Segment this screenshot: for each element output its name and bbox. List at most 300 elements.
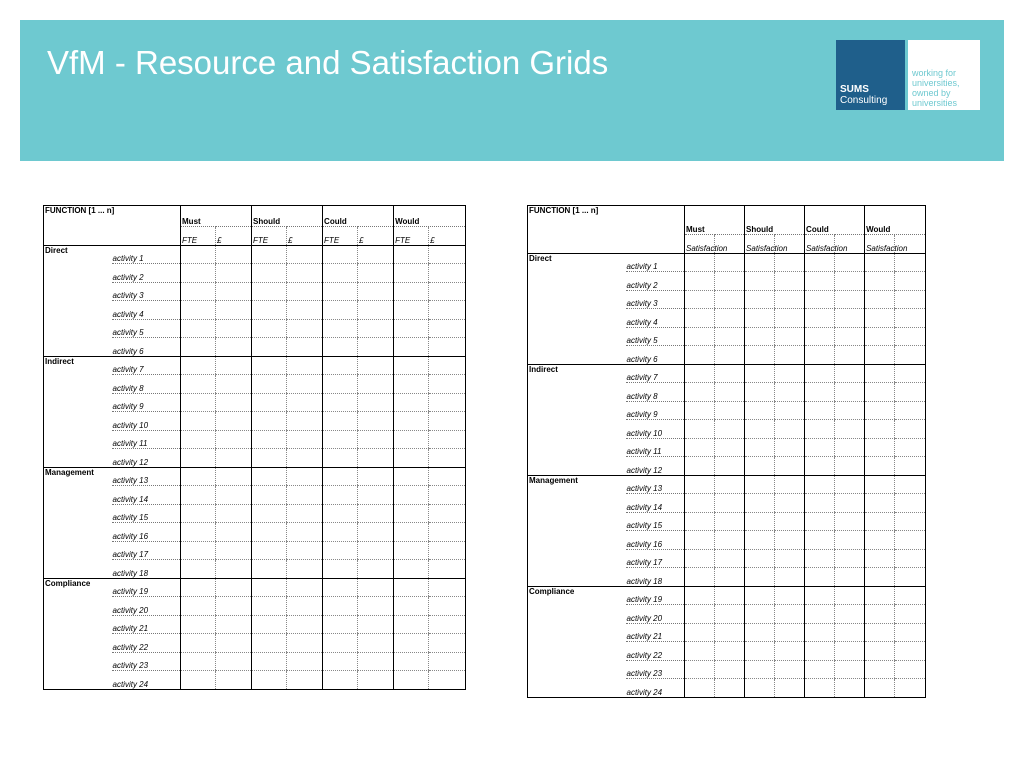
- grid-cell[interactable]: [394, 319, 429, 338]
- grid-cell[interactable]: [865, 660, 895, 679]
- grid-cell[interactable]: [685, 309, 715, 328]
- grid-cell[interactable]: [805, 531, 835, 550]
- grid-cell[interactable]: [287, 615, 323, 634]
- grid-cell[interactable]: [323, 338, 358, 357]
- grid-cell[interactable]: [745, 327, 775, 346]
- grid-cell[interactable]: [895, 475, 926, 494]
- grid-cell[interactable]: [805, 438, 835, 457]
- grid-cell[interactable]: [805, 605, 835, 624]
- grid-cell[interactable]: [358, 412, 394, 431]
- grid-cell[interactable]: [805, 586, 835, 605]
- grid-cell[interactable]: [835, 383, 865, 402]
- grid-cell[interactable]: [865, 531, 895, 550]
- grid-cell[interactable]: [805, 364, 835, 383]
- grid-cell[interactable]: [745, 586, 775, 605]
- grid-cell[interactable]: [394, 264, 429, 283]
- grid-cell[interactable]: [715, 253, 745, 272]
- grid-cell[interactable]: [181, 523, 216, 542]
- grid-cell[interactable]: [216, 282, 252, 301]
- grid-cell[interactable]: [745, 420, 775, 439]
- grid-cell[interactable]: [715, 401, 745, 420]
- grid-cell[interactable]: [775, 309, 805, 328]
- grid-cell[interactable]: [745, 605, 775, 624]
- grid-cell[interactable]: [323, 375, 358, 394]
- grid-cell[interactable]: [394, 504, 429, 523]
- grid-cell[interactable]: [745, 512, 775, 531]
- grid-cell[interactable]: [715, 272, 745, 291]
- grid-cell[interactable]: [358, 467, 394, 486]
- grid-cell[interactable]: [323, 245, 358, 264]
- grid-cell[interactable]: [287, 504, 323, 523]
- grid-cell[interactable]: [216, 467, 252, 486]
- grid-cell[interactable]: [835, 438, 865, 457]
- grid-cell[interactable]: [394, 560, 429, 579]
- grid-cell[interactable]: [775, 401, 805, 420]
- grid-cell[interactable]: [181, 282, 216, 301]
- grid-cell[interactable]: [216, 560, 252, 579]
- grid-cell[interactable]: [805, 290, 835, 309]
- grid-cell[interactable]: [865, 327, 895, 346]
- grid-cell[interactable]: [181, 597, 216, 616]
- grid-cell[interactable]: [775, 605, 805, 624]
- grid-cell[interactable]: [865, 512, 895, 531]
- grid-cell[interactable]: [429, 301, 466, 320]
- grid-cell[interactable]: [429, 467, 466, 486]
- grid-cell[interactable]: [429, 597, 466, 616]
- grid-cell[interactable]: [358, 523, 394, 542]
- grid-cell[interactable]: [181, 504, 216, 523]
- grid-cell[interactable]: [835, 512, 865, 531]
- grid-cell[interactable]: [358, 356, 394, 375]
- grid-cell[interactable]: [252, 301, 287, 320]
- grid-cell[interactable]: [216, 541, 252, 560]
- grid-cell[interactable]: [865, 586, 895, 605]
- grid-cell[interactable]: [216, 597, 252, 616]
- grid-cell[interactable]: [715, 309, 745, 328]
- grid-cell[interactable]: [835, 309, 865, 328]
- grid-cell[interactable]: [685, 383, 715, 402]
- grid-cell[interactable]: [775, 679, 805, 698]
- grid-cell[interactable]: [394, 652, 429, 671]
- grid-cell[interactable]: [775, 531, 805, 550]
- grid-cell[interactable]: [287, 319, 323, 338]
- grid-cell[interactable]: [358, 504, 394, 523]
- grid-cell[interactable]: [252, 671, 287, 690]
- grid-cell[interactable]: [685, 605, 715, 624]
- grid-cell[interactable]: [394, 578, 429, 597]
- grid-cell[interactable]: [358, 449, 394, 468]
- grid-cell[interactable]: [252, 578, 287, 597]
- grid-cell[interactable]: [835, 457, 865, 476]
- grid-cell[interactable]: [252, 245, 287, 264]
- grid-cell[interactable]: [358, 301, 394, 320]
- grid-cell[interactable]: [685, 660, 715, 679]
- grid-cell[interactable]: [745, 623, 775, 642]
- grid-cell[interactable]: [323, 430, 358, 449]
- grid-cell[interactable]: [745, 679, 775, 698]
- grid-cell[interactable]: [287, 449, 323, 468]
- grid-cell[interactable]: [287, 634, 323, 653]
- grid-cell[interactable]: [252, 560, 287, 579]
- grid-cell[interactable]: [895, 420, 926, 439]
- grid-cell[interactable]: [287, 671, 323, 690]
- grid-cell[interactable]: [865, 401, 895, 420]
- grid-cell[interactable]: [715, 420, 745, 439]
- grid-cell[interactable]: [323, 523, 358, 542]
- grid-cell[interactable]: [865, 494, 895, 513]
- grid-cell[interactable]: [252, 523, 287, 542]
- grid-cell[interactable]: [715, 568, 745, 587]
- grid-cell[interactable]: [835, 475, 865, 494]
- grid-cell[interactable]: [775, 642, 805, 661]
- grid-cell[interactable]: [775, 623, 805, 642]
- grid-cell[interactable]: [805, 327, 835, 346]
- grid-cell[interactable]: [181, 319, 216, 338]
- grid-cell[interactable]: [805, 494, 835, 513]
- grid-cell[interactable]: [252, 597, 287, 616]
- grid-cell[interactable]: [835, 420, 865, 439]
- grid-cell[interactable]: [835, 290, 865, 309]
- grid-cell[interactable]: [895, 309, 926, 328]
- grid-cell[interactable]: [685, 327, 715, 346]
- grid-cell[interactable]: [865, 346, 895, 365]
- grid-cell[interactable]: [216, 412, 252, 431]
- grid-cell[interactable]: [181, 634, 216, 653]
- grid-cell[interactable]: [715, 475, 745, 494]
- grid-cell[interactable]: [429, 486, 466, 505]
- grid-cell[interactable]: [216, 338, 252, 357]
- grid-cell[interactable]: [429, 541, 466, 560]
- grid-cell[interactable]: [805, 401, 835, 420]
- grid-cell[interactable]: [775, 272, 805, 291]
- grid-cell[interactable]: [805, 272, 835, 291]
- grid-cell[interactable]: [287, 523, 323, 542]
- grid-cell[interactable]: [745, 531, 775, 550]
- grid-cell[interactable]: [715, 679, 745, 698]
- grid-cell[interactable]: [287, 264, 323, 283]
- grid-cell[interactable]: [358, 541, 394, 560]
- grid-cell[interactable]: [775, 586, 805, 605]
- grid-cell[interactable]: [685, 586, 715, 605]
- grid-cell[interactable]: [394, 338, 429, 357]
- grid-cell[interactable]: [835, 660, 865, 679]
- grid-cell[interactable]: [895, 679, 926, 698]
- grid-cell[interactable]: [715, 346, 745, 365]
- grid-cell[interactable]: [895, 364, 926, 383]
- grid-cell[interactable]: [685, 272, 715, 291]
- grid-cell[interactable]: [252, 356, 287, 375]
- grid-cell[interactable]: [835, 642, 865, 661]
- grid-cell[interactable]: [287, 282, 323, 301]
- grid-cell[interactable]: [394, 375, 429, 394]
- grid-cell[interactable]: [715, 642, 745, 661]
- grid-cell[interactable]: [216, 245, 252, 264]
- grid-cell[interactable]: [323, 615, 358, 634]
- grid-cell[interactable]: [895, 531, 926, 550]
- grid-cell[interactable]: [323, 541, 358, 560]
- grid-cell[interactable]: [429, 430, 466, 449]
- grid-cell[interactable]: [685, 290, 715, 309]
- grid-cell[interactable]: [287, 412, 323, 431]
- grid-cell[interactable]: [775, 438, 805, 457]
- grid-cell[interactable]: [181, 560, 216, 579]
- grid-cell[interactable]: [745, 568, 775, 587]
- grid-cell[interactable]: [323, 282, 358, 301]
- grid-cell[interactable]: [323, 560, 358, 579]
- grid-cell[interactable]: [287, 375, 323, 394]
- grid-cell[interactable]: [865, 438, 895, 457]
- grid-cell[interactable]: [865, 290, 895, 309]
- grid-cell[interactable]: [685, 679, 715, 698]
- grid-cell[interactable]: [216, 615, 252, 634]
- grid-cell[interactable]: [323, 578, 358, 597]
- grid-cell[interactable]: [252, 264, 287, 283]
- grid-cell[interactable]: [715, 494, 745, 513]
- grid-cell[interactable]: [745, 346, 775, 365]
- grid-cell[interactable]: [358, 634, 394, 653]
- grid-cell[interactable]: [181, 449, 216, 468]
- grid-cell[interactable]: [895, 253, 926, 272]
- grid-cell[interactable]: [394, 412, 429, 431]
- grid-cell[interactable]: [181, 375, 216, 394]
- grid-cell[interactable]: [287, 245, 323, 264]
- grid-cell[interactable]: [865, 642, 895, 661]
- grid-cell[interactable]: [775, 475, 805, 494]
- grid-cell[interactable]: [216, 356, 252, 375]
- grid-cell[interactable]: [745, 660, 775, 679]
- grid-cell[interactable]: [429, 338, 466, 357]
- grid-cell[interactable]: [745, 272, 775, 291]
- grid-cell[interactable]: [775, 364, 805, 383]
- grid-cell[interactable]: [895, 494, 926, 513]
- grid-cell[interactable]: [181, 671, 216, 690]
- grid-cell[interactable]: [252, 652, 287, 671]
- grid-cell[interactable]: [394, 486, 429, 505]
- grid-cell[interactable]: [775, 420, 805, 439]
- grid-cell[interactable]: [835, 253, 865, 272]
- grid-cell[interactable]: [394, 671, 429, 690]
- grid-cell[interactable]: [685, 401, 715, 420]
- grid-cell[interactable]: [835, 494, 865, 513]
- grid-cell[interactable]: [252, 375, 287, 394]
- grid-cell[interactable]: [358, 597, 394, 616]
- grid-cell[interactable]: [745, 309, 775, 328]
- grid-cell[interactable]: [323, 486, 358, 505]
- grid-cell[interactable]: [835, 272, 865, 291]
- grid-cell[interactable]: [805, 309, 835, 328]
- grid-cell[interactable]: [429, 245, 466, 264]
- grid-cell[interactable]: [181, 301, 216, 320]
- grid-cell[interactable]: [216, 393, 252, 412]
- grid-cell[interactable]: [895, 512, 926, 531]
- grid-cell[interactable]: [429, 578, 466, 597]
- grid-cell[interactable]: [252, 338, 287, 357]
- grid-cell[interactable]: [323, 467, 358, 486]
- grid-cell[interactable]: [745, 438, 775, 457]
- grid-cell[interactable]: [216, 319, 252, 338]
- grid-cell[interactable]: [252, 504, 287, 523]
- grid-cell[interactable]: [323, 634, 358, 653]
- grid-cell[interactable]: [835, 531, 865, 550]
- grid-cell[interactable]: [216, 578, 252, 597]
- grid-cell[interactable]: [685, 420, 715, 439]
- grid-cell[interactable]: [745, 494, 775, 513]
- grid-cell[interactable]: [895, 383, 926, 402]
- grid-cell[interactable]: [775, 346, 805, 365]
- grid-cell[interactable]: [287, 467, 323, 486]
- grid-cell[interactable]: [895, 586, 926, 605]
- grid-cell[interactable]: [685, 457, 715, 476]
- grid-cell[interactable]: [429, 560, 466, 579]
- grid-cell[interactable]: [745, 253, 775, 272]
- grid-cell[interactable]: [745, 549, 775, 568]
- grid-cell[interactable]: [685, 642, 715, 661]
- grid-cell[interactable]: [895, 549, 926, 568]
- grid-cell[interactable]: [181, 338, 216, 357]
- grid-cell[interactable]: [895, 660, 926, 679]
- grid-cell[interactable]: [745, 475, 775, 494]
- grid-cell[interactable]: [429, 412, 466, 431]
- grid-cell[interactable]: [181, 412, 216, 431]
- grid-cell[interactable]: [252, 449, 287, 468]
- grid-cell[interactable]: [745, 642, 775, 661]
- grid-cell[interactable]: [775, 494, 805, 513]
- grid-cell[interactable]: [394, 634, 429, 653]
- grid-cell[interactable]: [685, 438, 715, 457]
- grid-cell[interactable]: [835, 401, 865, 420]
- grid-cell[interactable]: [358, 319, 394, 338]
- grid-cell[interactable]: [252, 615, 287, 634]
- grid-cell[interactable]: [323, 393, 358, 412]
- grid-cell[interactable]: [805, 475, 835, 494]
- grid-cell[interactable]: [835, 605, 865, 624]
- grid-cell[interactable]: [895, 346, 926, 365]
- grid-cell[interactable]: [216, 264, 252, 283]
- grid-cell[interactable]: [685, 512, 715, 531]
- grid-cell[interactable]: [685, 346, 715, 365]
- grid-cell[interactable]: [429, 523, 466, 542]
- grid-cell[interactable]: [323, 449, 358, 468]
- grid-cell[interactable]: [252, 393, 287, 412]
- grid-cell[interactable]: [181, 541, 216, 560]
- grid-cell[interactable]: [835, 549, 865, 568]
- grid-cell[interactable]: [323, 671, 358, 690]
- grid-cell[interactable]: [775, 290, 805, 309]
- grid-cell[interactable]: [865, 623, 895, 642]
- grid-cell[interactable]: [181, 578, 216, 597]
- grid-cell[interactable]: [685, 623, 715, 642]
- grid-cell[interactable]: [715, 290, 745, 309]
- grid-cell[interactable]: [775, 457, 805, 476]
- grid-cell[interactable]: [865, 475, 895, 494]
- grid-cell[interactable]: [287, 486, 323, 505]
- grid-cell[interactable]: [865, 605, 895, 624]
- grid-cell[interactable]: [865, 309, 895, 328]
- grid-cell[interactable]: [685, 494, 715, 513]
- grid-cell[interactable]: [323, 301, 358, 320]
- grid-cell[interactable]: [358, 578, 394, 597]
- grid-cell[interactable]: [715, 586, 745, 605]
- grid-cell[interactable]: [216, 523, 252, 542]
- grid-cell[interactable]: [216, 375, 252, 394]
- grid-cell[interactable]: [429, 356, 466, 375]
- grid-cell[interactable]: [394, 430, 429, 449]
- grid-cell[interactable]: [895, 623, 926, 642]
- grid-cell[interactable]: [805, 383, 835, 402]
- grid-cell[interactable]: [323, 356, 358, 375]
- grid-cell[interactable]: [805, 512, 835, 531]
- grid-cell[interactable]: [895, 272, 926, 291]
- grid-cell[interactable]: [865, 383, 895, 402]
- grid-cell[interactable]: [181, 264, 216, 283]
- grid-cell[interactable]: [394, 356, 429, 375]
- grid-cell[interactable]: [715, 512, 745, 531]
- grid-cell[interactable]: [358, 560, 394, 579]
- grid-cell[interactable]: [745, 364, 775, 383]
- grid-cell[interactable]: [715, 549, 745, 568]
- grid-cell[interactable]: [685, 531, 715, 550]
- grid-cell[interactable]: [181, 467, 216, 486]
- grid-cell[interactable]: [865, 253, 895, 272]
- grid-cell[interactable]: [715, 327, 745, 346]
- grid-cell[interactable]: [775, 253, 805, 272]
- grid-cell[interactable]: [865, 549, 895, 568]
- grid-cell[interactable]: [394, 282, 429, 301]
- grid-cell[interactable]: [429, 282, 466, 301]
- grid-cell[interactable]: [895, 327, 926, 346]
- grid-cell[interactable]: [394, 245, 429, 264]
- grid-cell[interactable]: [865, 457, 895, 476]
- grid-cell[interactable]: [715, 531, 745, 550]
- grid-cell[interactable]: [805, 660, 835, 679]
- grid-cell[interactable]: [685, 475, 715, 494]
- grid-cell[interactable]: [429, 375, 466, 394]
- grid-cell[interactable]: [216, 671, 252, 690]
- grid-cell[interactable]: [394, 301, 429, 320]
- grid-cell[interactable]: [252, 634, 287, 653]
- grid-cell[interactable]: [685, 253, 715, 272]
- grid-cell[interactable]: [715, 605, 745, 624]
- grid-cell[interactable]: [775, 383, 805, 402]
- grid-cell[interactable]: [805, 549, 835, 568]
- grid-cell[interactable]: [252, 282, 287, 301]
- grid-cell[interactable]: [216, 449, 252, 468]
- grid-cell[interactable]: [715, 364, 745, 383]
- grid-cell[interactable]: [895, 605, 926, 624]
- grid-cell[interactable]: [394, 615, 429, 634]
- grid-cell[interactable]: [216, 486, 252, 505]
- grid-cell[interactable]: [358, 338, 394, 357]
- grid-cell[interactable]: [216, 301, 252, 320]
- grid-cell[interactable]: [715, 660, 745, 679]
- grid-cell[interactable]: [287, 560, 323, 579]
- grid-cell[interactable]: [216, 634, 252, 653]
- grid-cell[interactable]: [394, 449, 429, 468]
- grid-cell[interactable]: [715, 623, 745, 642]
- grid-cell[interactable]: [865, 272, 895, 291]
- grid-cell[interactable]: [358, 282, 394, 301]
- grid-cell[interactable]: [287, 301, 323, 320]
- grid-cell[interactable]: [835, 364, 865, 383]
- grid-cell[interactable]: [805, 457, 835, 476]
- grid-cell[interactable]: [745, 290, 775, 309]
- grid-cell[interactable]: [252, 467, 287, 486]
- grid-cell[interactable]: [323, 504, 358, 523]
- grid-cell[interactable]: [895, 568, 926, 587]
- grid-cell[interactable]: [805, 623, 835, 642]
- grid-cell[interactable]: [775, 568, 805, 587]
- grid-cell[interactable]: [287, 393, 323, 412]
